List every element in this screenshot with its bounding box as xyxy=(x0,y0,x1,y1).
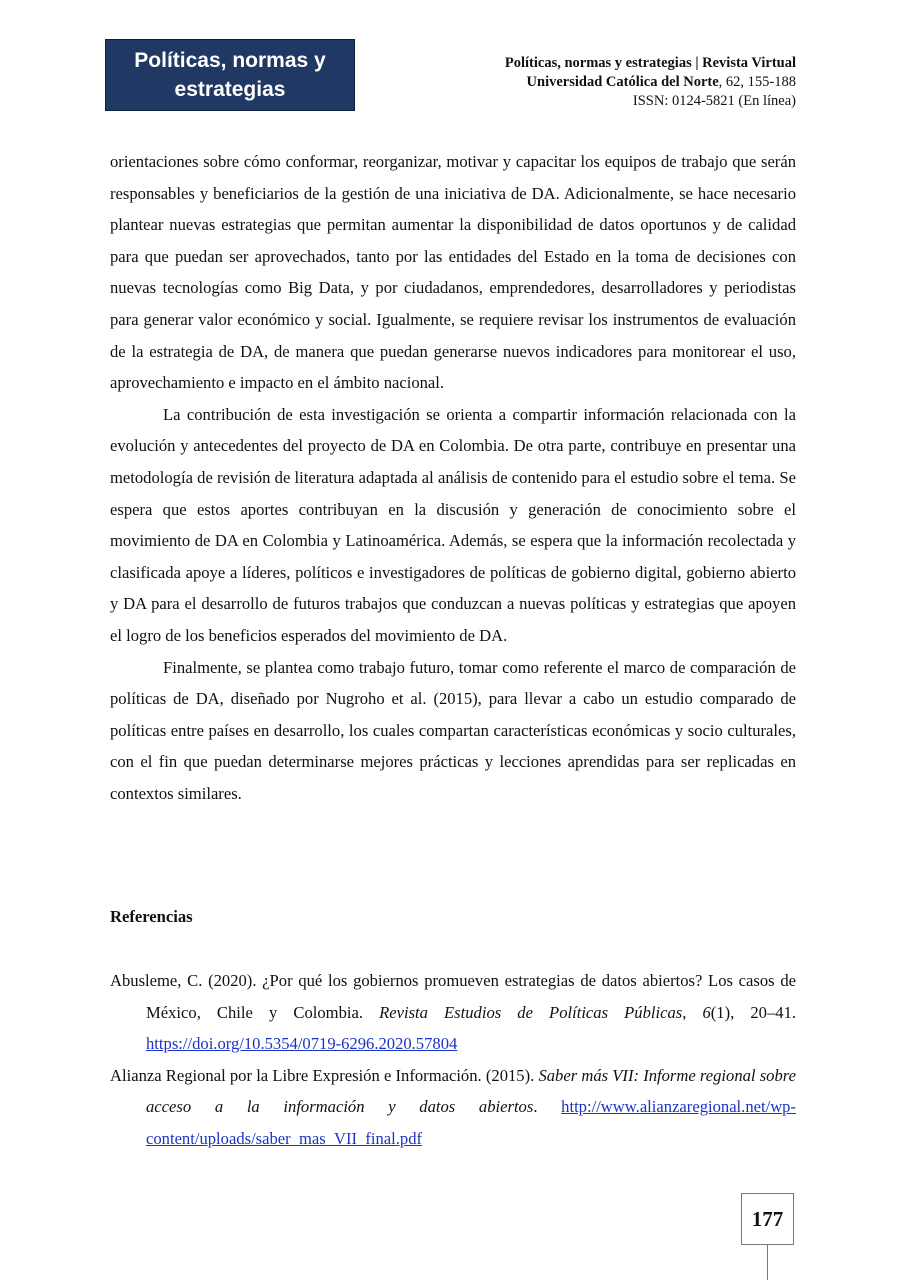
reference-journal: Revista Estudios de Políticas Públicas xyxy=(379,1002,683,1022)
journal-title-line xyxy=(376,54,796,73)
page-number-box xyxy=(741,1193,794,1245)
journal-university-line xyxy=(376,73,796,92)
reference-url-link[interactable]: http://www.alianzaregional.net/wp-content/uploads/saber_mas_VII_final.pdf xyxy=(146,1097,797,1148)
journal-info xyxy=(376,54,796,111)
paragraph-1: orientaciones sobre cómo conformar, reorganizar, motivar y capacitar los equipos de trabajo que serán responsables y beneficiarios de la gestión de una iniciativa de DA. Adicionalmente, se hace necesario plantear nuevas estrategias que permitan aumentar la disponibilidad de datos oportunos y de calidad para que puedan ser aprovechados, tanto por las entidades del Estado en la toma de decisiones con nuevas tecnologías como Big Data, y por ciudadanos, emprendedores, desarrolladores y periodistas para generar valor económico y social. Igualmente, se requiere revisar los instrumentos de evaluación de la estrategia de DA, de manera que puedan generarse nuevos indicadores para monitorear el uso, aprovechamiento e impacto en el ámbito nacional. xyxy=(110,152,796,393)
journal-issue: , 62, 155-188 xyxy=(718,74,796,90)
reference-period: . xyxy=(533,1097,562,1117)
reference-item xyxy=(110,1060,796,1155)
reference-doi-link[interactable]: https://doi.org/10.5354/0719-6296.2020.57804 xyxy=(146,1034,458,1054)
journal-university: Universidad Católica del Norte xyxy=(526,74,719,90)
reference-text: Alianza Regional por la Libre Expresión e Información. (2015). xyxy=(110,1065,539,1085)
reference-separator: , xyxy=(682,1002,703,1022)
reference-pages: (1), 20–41. xyxy=(710,1002,797,1022)
section-badge-label: Políticas, normas y estrategias xyxy=(134,49,326,101)
journal-issn: ISSN: 0124-5821 (En línea) xyxy=(632,93,796,109)
reference-volume: 6 xyxy=(702,1002,711,1022)
page-number: 177 xyxy=(751,1206,784,1231)
paragraph-2: La contribución de esta investigación se orienta a compartir información relacionada con la evolución y antecedentes del proyecto de DA en Colombia. De otra parte, contribuye en presentar una metodología de revisión de literatura adaptada al análisis de contenido para el estudio sobre el tema. Se espera que estos aportes contribuyan en la discusión y generación de conocimiento sobre el movimiento de DA en Colombia y Latinoamérica. Además, se espera que la información recolectada y clasificada apoye a líderes, políticos e investigadores de políticas de gobierno digital, gobierno abierto y DA para el desarrollo de futuros trabajos que conduzcan a nuevas políticas y estrategias que apoyen el logro de los beneficios esperados del movimiento de DA. xyxy=(110,404,796,645)
section-badge xyxy=(105,39,355,111)
reference-text: Abusleme, C. (2020). ¿Por qué los gobiernos promueven estrategias de datos abiertos? Los casos de México, Chile y Colombia. xyxy=(110,971,796,1022)
references-list xyxy=(110,965,796,1155)
reference-title: Saber más VII: Informe regional sobre acceso a la información y datos abiertos xyxy=(146,1065,796,1117)
page-number-divider xyxy=(767,1245,768,1280)
body-text xyxy=(110,146,796,809)
reference-item xyxy=(110,965,796,1060)
references-heading: Referencias xyxy=(110,907,193,926)
paragraph-3: Finalmente, se plantea como trabajo futuro, tomar como referente el marco de comparación de políticas de DA, diseñado por Nugroho et al. (2015), para llevar a cabo un estudio comparado de políticas entre países en desarrollo, los cuales compartan características económicas y socio culturales, con el fin que puedan determinarse mejores prácticas y lecciones aprendidas para ser replicadas en contextos similares. xyxy=(110,657,796,803)
journal-title: Políticas, normas y estrategias | Revista Virtual xyxy=(504,55,796,71)
